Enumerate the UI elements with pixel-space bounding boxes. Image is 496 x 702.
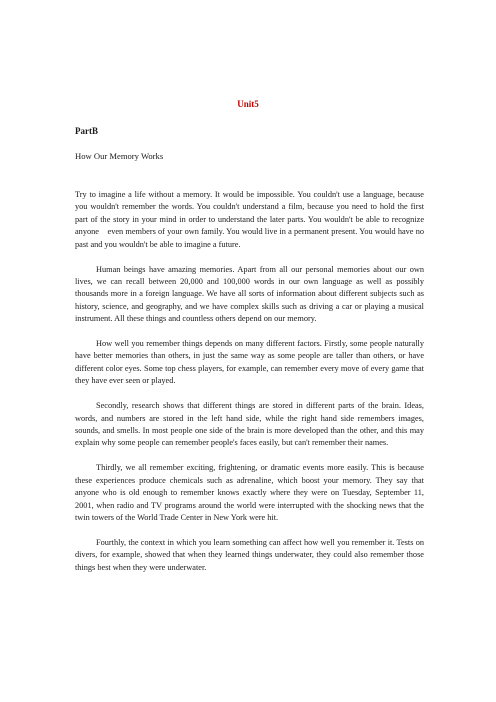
paragraph-6: Fourthly, the context in which you learn something can affect how well you remember it. Tests on divers, for example, showed that when they learned things underwater, they could also remember those things best when they were underwater.	[75, 537, 424, 572]
unit-heading: Unit5	[237, 99, 259, 109]
paragraph-5: Thirdly, we all remember exciting, frightening, or dramatic events more easily. This is because these experiences produce chemicals such as adrenaline, which boost your memory. They say that anyone who is old enough to remember knows exactly where they were on Tuesday, September 11, 2001, when radio and TV programs around the world were interrupted with the shocking news that the twin towers of the World Trade Center in New York were hit.	[75, 463, 424, 522]
paragraph-2: Human beings have amazing memories. Apart from all our personal memories about our own lives, we can recall between 20,000 and 100,000 words in our own language as well as possibly thousands more in a foreign language. We have all sorts of information about different subjects such as history, science, and geography, and we have complex skills such as driving a car or playing a musical instrument. All these things and countless others depend on our memory.	[75, 264, 424, 324]
paragraph-1: Try to imagine a life without a memory. It would be impossible. You couldn't use a language, because you wouldn't remember the words. You couldn't understand a film, because you need to hold the first part of the story in your mind in order to understand the later parts. You wouldn't be able to recognize anyone even members of your own family. You would live in a permanent present. You would have no past and you wouldn't be able to imagine a future.	[75, 190, 424, 249]
paragraph-3: How well you remember things depends on many different factors. Firstly, some people naturally have better memories than others, in just the same way as some people are taller than others, or have different color eyes. Some top chess players, for example, can remember every move of every game that they have ever seen or played.	[75, 339, 424, 386]
part-heading: PartB	[75, 126, 98, 136]
paragraph-4: Secondly, research shows that different things are stored in different parts of the brain. Ideas, words, and numbers are stored in the left hand side, while the right hand side remembers images, sounds, and smells. In most people one side of the brain is more developed than the other, and this may explain why some people can remember people's faces easily, but can't remember their names.	[75, 401, 424, 448]
article-body	[75, 189, 424, 587]
article-title: How Our Memory Works	[75, 151, 164, 161]
